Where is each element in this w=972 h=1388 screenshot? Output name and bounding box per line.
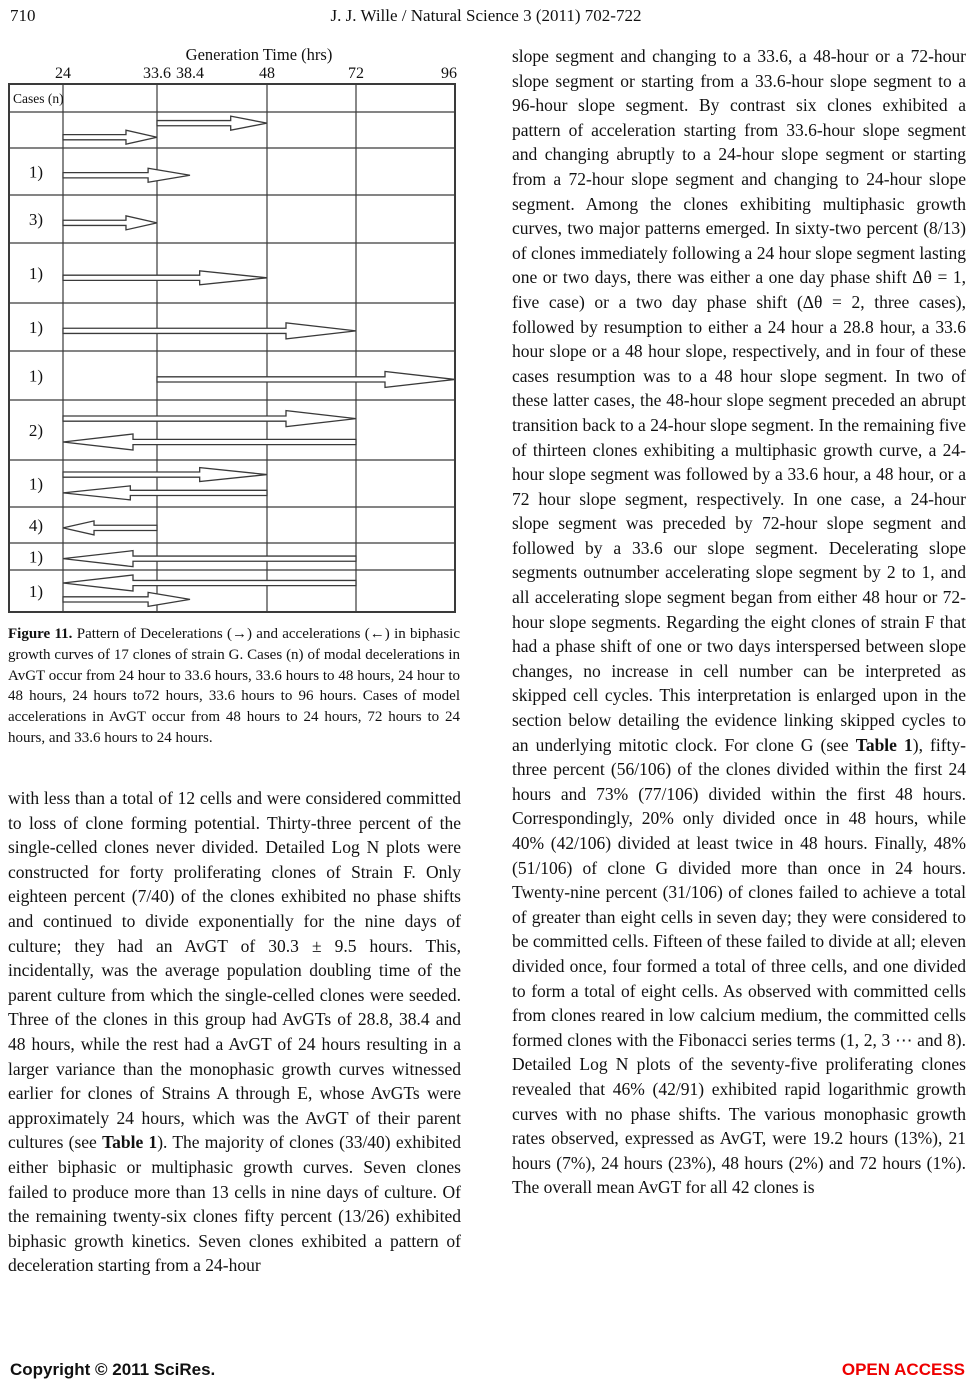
deceleration-arrow [63,216,157,230]
deceleration-arrow [63,168,190,182]
acceleration-arrow [63,434,356,450]
cases-count-label: 1) [28,318,44,337]
right-column-part1: slope segment and changing to a 33.6, a 48-hour or a 72-hour slope segment or starting from a 33.6-hour slope segment to a 96-hour slope segment. By contrast six clones exhibited a pattern of acceleration starting from 33.6-hour slope segment and changing abruptly to a 24-hour slope segment or starting from a 72-hour slope segment and changing to 24-hour slope segment. Among the clones exhibiting multiphasic growth curves, two major patterns emerged. In sixty-two percent (8/13) of clones immediately following a 24 hour slope segment lasting one or two days, there was either a one day phase shift Δθ = 1, five case) or a two day phase shift (Δθ = 2, three cases), followed by resumption to either a 24 hour a 28.8 hour, a 33.6 hour slope or a 48 hour slope, respectively, and in four of these cases resumption was to a 48 hour slope segment. In two of these latter cases, the 48-hour slope segment preceded an abrupt transition back to a 24-hour slope segment. In the remaining five of thirteen clones exhibiting a multiphasic growth curve, a 24-hour slope segment was followed by a 33.6 hour, a 48 hour, or a 72 hour slope segment, respectively. In one case, a 24-hour slope segment was preceded by 72-hour slope segment and followed by a 33.6 our slope segment. Decelerating slope segments outnumber accelerating slope segment by 2 to 1, and all accelerating slope segment began from either 48 hour or 72-hour slope segments. Regarding the eight clones of strain F that had a phase shift of one or two days interspersed between slope changes, no increase in cell number can be interpreted as skipped cell cycles. This interpretation is enlarged upon in the section below detailing the evidence linking skipped cycles to an underlying mitotic clock. For clone G (see [512,46,966,755]
deceleration-arrow [63,130,157,144]
figure-caption-text: Pattern of Decelerations (→) and accelerations (←) in biphasic growth curves of 17 clones of strain G. Cases (n) of modal decelerations in AvGT occur from 24 hour to 33.6 hours, 33.6 hours to 48 hours, 24 hour to 48 hours, 24 hours to72 hours, 33.6 hours to 96 hours. Cases of model accelerations in AvGT occur from 48 hours to 24 hours, 72 hours to 24 hours, and 33.6 hours to 24 hours. [8,626,461,746]
deceleration-arrow [63,271,267,285]
right-column-text [512,44,966,1200]
deceleration-arrow [63,411,356,427]
cases-count-label: 1) [28,474,44,494]
left-column-table-ref: Table 1 [102,1132,158,1153]
cases-count-label: 2) [28,421,44,440]
acceleration-arrow [63,521,157,535]
deceleration-arrow [157,116,267,130]
axis-tick-label: 96 [441,65,457,82]
axis-tick-label: 48 [259,65,275,82]
cases-count-label: 1) [28,582,44,601]
deceleration-arrow [63,468,267,482]
left-column-part2: ). The majority of clones (33/40) exhibited either biphasic or multiphasic growth curves. Seven clones failed to produce more than 13 cells in nine days of culture. Of the remaining twenty-six clones fifty percent (13/26) exhibited biphasic growth kinetics. Seven clones exhibited a pattern of deceleration starting from a 24-hour [8,1132,461,1276]
right-column-part2: ), fifty-three percent (56/106) of the clones divided within the first 24 hours and 73% (77/106) divided within the first 48 hours. Correspondingly, 20% only divided once in 48 hours, while 40% (42/106) divided at least twice in 48 hours. Finally, 48% (51/106) of clone G divided more than once in 24 hours. Twenty-nine percent (31/106) of clones failed to achieve a total of greater than eight cells in seven day; they were considered to be committed cells. Fifteen of these failed to divide at all; eleven divided once, four formed a total of three cells, and one divided to form a total of eight cells. As observed with committed cells from clones reared in low calcium medium, the committed cells formed clones with the Fibonacci series terms (1, 2, 3 ⋯ and 8). Detailed Log N plots of the seventy-five proliferating clones revealed that 46% (42/91) exhibited rapid logarithmic growth curves with no phase shifts. The various monophasic growth rates observed, expressed as AvGT, were 19.2 hours (13%), 21 hours (7%), 24 hours (23%), 48 hours (2%) and 72 hours (1%). The overall mean AvGT for all 42 clones is [512,734,966,1198]
acceleration-arrow [63,575,356,591]
cases-count-label: 1) [28,547,44,567]
open-access-badge: OPEN ACCESS [841,1360,965,1379]
figure-title: Generation Time (hrs) [185,45,333,64]
cases-count-label: 1) [28,366,44,386]
cases-count-label: 1) [28,264,44,283]
acceleration-arrow [63,486,267,500]
axis-tick-label: 33.6 [143,65,171,82]
cases-column-header: Cases (n) [13,91,64,106]
deceleration-arrow [63,592,190,606]
cases-count-label: 4) [28,516,44,535]
copyright-notice: Copyright © 2011 SciRes. [10,1360,216,1379]
cases-count-label: 3) [28,210,44,229]
figure-border [9,84,455,612]
cases-count-label: 1) [28,162,44,182]
running-head: J. J. Wille / Natural Science 3 (2011) 702-722 [330,6,642,25]
left-column-text [8,786,461,1278]
left-column-part1: with less than a total of 12 cells and were considered committed to loss of clone forming potential. Thirty-three percent of the single-celled clones never divided. Detailed Log N plots were constructed for forty proliferating clones of Strain F. Only eighteen percent (7/40) of the clones exhibited no phase shifts and continued to divide exponentially for the nine days of culture; they had an AvGT of 30.3 ± 9.5 hours. This, incidentally, was the average population doubling time of the parent culture from which the single-celled clones were seeded. Three of the clones in this group had AvGTs of 28.8, 38.4 and 48 hours, while the rest had a AvGT of 24 hours resulting in a larger variance than the monophasic growth curves witnessed earlier for clones of Strains A through E, whose AvGTs were approximately 24 hours, which was the AvGT of their parent cultures (see [8,788,461,1153]
deceleration-arrow [157,371,455,387]
axis-tick-label: 24 [55,65,71,82]
axis-tick-label: 72 [348,65,364,82]
axis-tick-label: 38.4 [176,65,204,82]
right-column-table-ref: Table 1 [855,734,913,755]
deceleration-arrow [63,323,356,339]
acceleration-arrow [63,551,356,567]
figure-caption [8,624,460,749]
figure-arrow-chart [8,45,460,615]
page-number: 710 [10,6,36,25]
figure-caption-label: Figure 11. [8,626,73,642]
